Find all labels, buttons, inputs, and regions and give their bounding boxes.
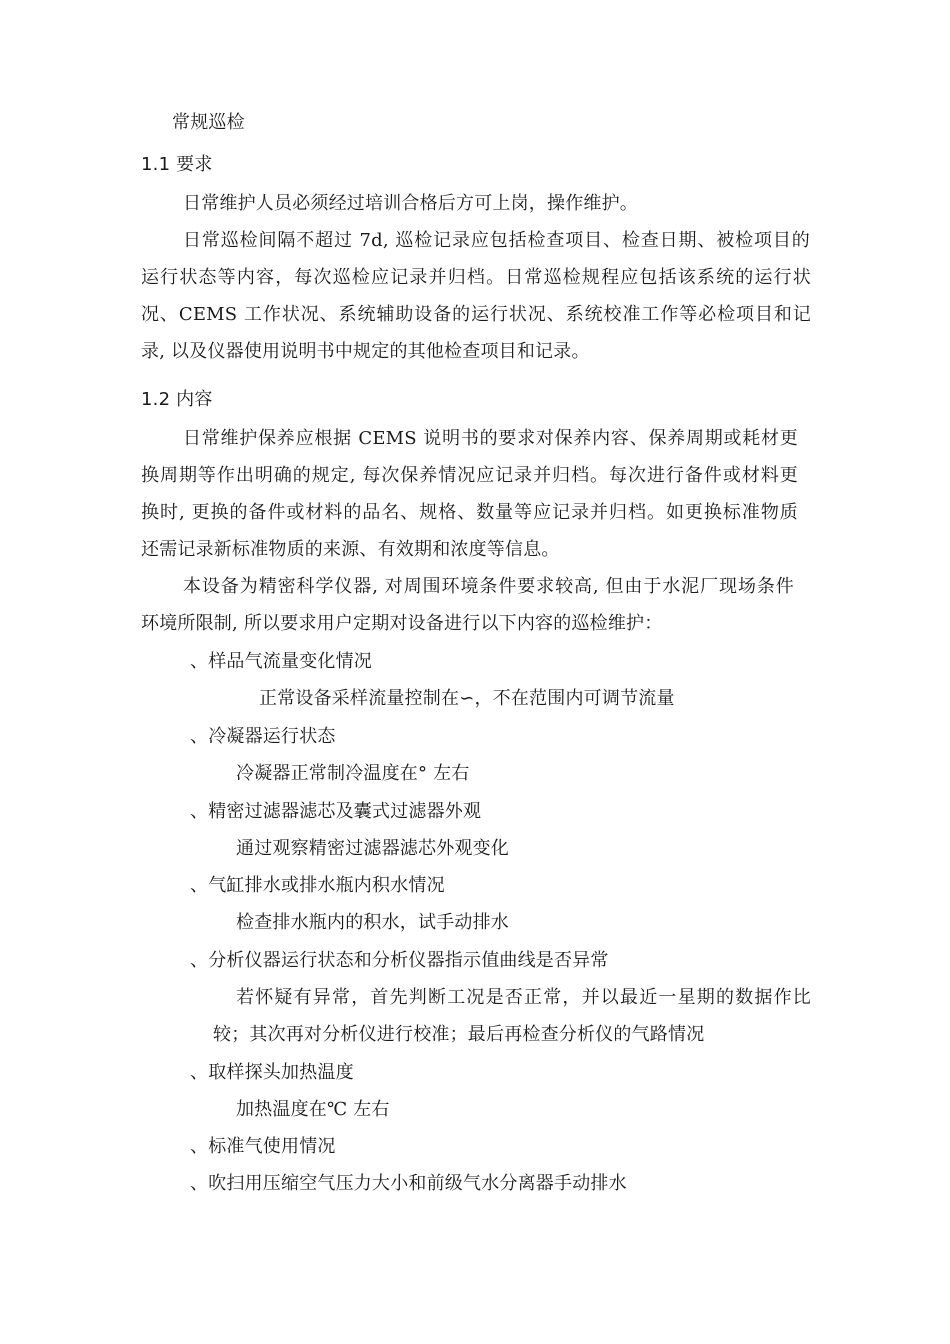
paragraph-line: 录, 以及仪器使用说明书中规定的其他检查项目和记录。 — [141, 341, 590, 362]
list-item-detail: 正常设备采样流量控制在∽，不在范围内可调节流量 — [259, 688, 675, 709]
paragraph-line: 本设备为精密科学仪器, 对周围环境条件要求较高, 但由于水泥厂现场条件 — [183, 576, 794, 597]
section-number: 1.2 — [141, 389, 171, 410]
paragraph-line: 日常维护人员必须经过培训合格后方可上岗，操作维护。 — [183, 193, 638, 214]
list-item: 、取样探头加热温度 — [190, 1062, 354, 1083]
paragraph-line: 日常巡检间隔不超过 7d, 巡检记录应包括检查项目、检查日期、被检项目的 — [183, 230, 810, 251]
list-item-detail: 通过观察精密过滤器滤芯外观变化 — [236, 838, 509, 859]
paragraph-line: 还需记录新标准物质的来源、有效期和浓度等信息。 — [141, 539, 560, 560]
section-heading-text: 内容 — [176, 389, 213, 410]
list-item-detail: 加热温度在℃ 左右 — [236, 1099, 390, 1120]
paragraph-line: 运行状态等内容，每次巡检应记录并归档。日常巡检规程应包括该系统的运行状 — [141, 267, 811, 288]
section-heading-1-2 — [141, 388, 213, 412]
list-item-detail: 较；其次再对分析仪进行校准；最后再检查分析仪的气路情况 — [213, 1024, 705, 1045]
list-item-detail: 冷凝器正常制冷温度在° 左右 — [236, 763, 470, 784]
section-heading-text: 要求 — [176, 154, 213, 175]
list-item: 、吹扫用压缩空气压力大小和前级气水分离器手动排水 — [190, 1173, 627, 1194]
section-number: 1.1 — [141, 154, 171, 175]
list-item: 、精密过滤器滤芯及囊式过滤器外观 — [190, 801, 482, 822]
list-item-detail: 检查排水瓶内的积水，试手动排水 — [236, 912, 509, 933]
paragraph-line: 换时, 更换的备件或材料的品名、规格、数量等应记录并归档。如更换标准物质 — [141, 502, 798, 523]
list-item: 、标准气使用情况 — [190, 1136, 336, 1157]
list-item-detail: 若怀疑有异常，首先判断工况是否正常，并以最近一星期的数据作比 — [236, 987, 811, 1008]
list-item: 、气缸排水或排水瓶内积水情况 — [190, 875, 445, 896]
list-item: 、样品气流量变化情况 — [190, 651, 372, 672]
section-heading-1-1 — [141, 153, 213, 177]
list-item: 、分析仪器运行状态和分析仪器指示值曲线是否异常 — [190, 950, 609, 971]
paragraph-line: 换周期等作出明确的规定, 每次保养情况应记录并归档。每次进行备件或材料更 — [141, 465, 798, 486]
document-title: 常规巡检 — [172, 112, 245, 133]
paragraph-line: 况、CEMS 工作状况、系统辅助设备的运行状况、系统校准工作等必检项目和记 — [141, 304, 811, 325]
paragraph-line: 环境所限制, 所以要求用户定期对设备进行以下内容的巡检维护： — [141, 613, 663, 634]
list-item: 、冷凝器运行状态 — [190, 726, 336, 747]
paragraph-line: 日常维护保养应根据 CEMS 说明书的要求对保养内容、保养周期或耗材更 — [183, 428, 798, 449]
